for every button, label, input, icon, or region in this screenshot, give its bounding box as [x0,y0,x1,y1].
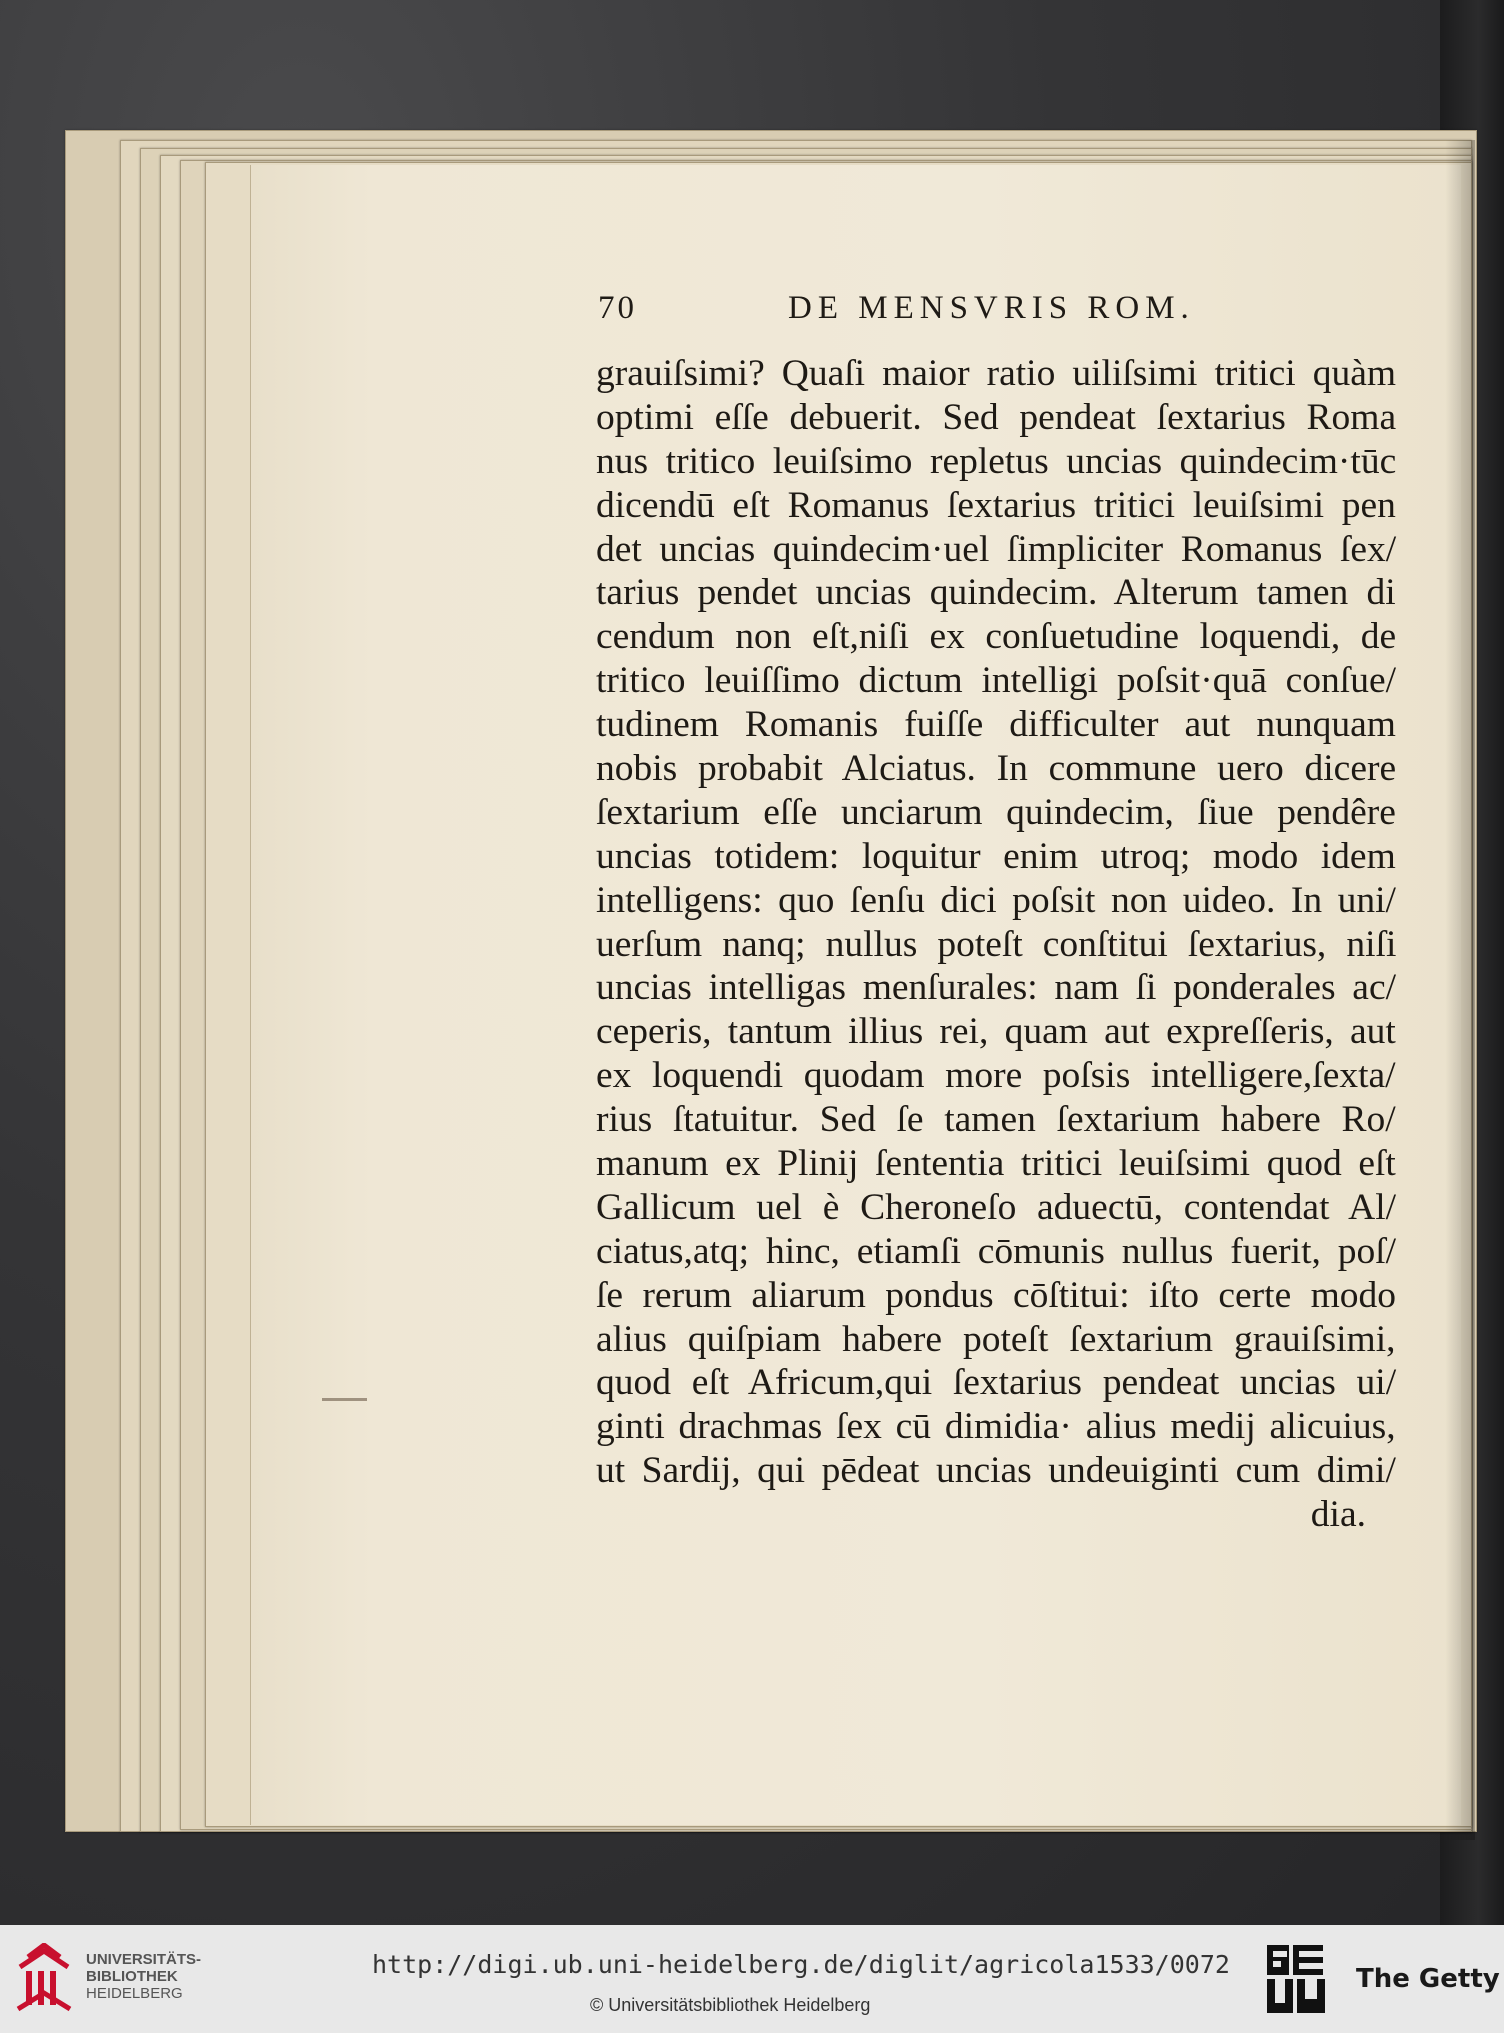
text-line: dicendū eſt Romanus ſextarius tritici leuiſsimi pen [596,484,1396,526]
text-line: tarius pendet uncias quindecim. Alterum tamen di [596,572,1396,614]
getty-wordmark[interactable]: The Getty [1356,1964,1500,1994]
gutter-shadow [1445,140,1475,1840]
text-line: ginti drachmas ſex cū dimidia· alius medij alicuius, [596,1406,1396,1448]
text-line: manum ex Plinij ſententia tritici leuiſsimi quod eſt [596,1143,1396,1185]
text-line: rius ſtatuitur. Sed ſe tamen ſextarium habere Ro/ [596,1099,1396,1141]
library-line: HEIDELBERG [86,1985,183,2002]
text-line: ſe rerum aliarum pondus cōſtitui: iſto certe modo [596,1274,1397,1316]
body-text [596,352,1396,1537]
text-line: cendum non eſt,niſi ex conſuetudine loquendi, de [596,616,1397,658]
text-line: uncias intelligas menſurales: nam ſi ponderales ac/ [596,967,1397,1009]
ub-heidelberg-logo-icon[interactable] [14,1943,76,2017]
text-line: ut Sardij, qui pēdeat uncias undeuiginti cum dimi/ [596,1450,1396,1492]
library-line: UNIVERSITÄTS- [86,1951,202,1968]
text-line: uncias totidem: loquitur enim utroq; modo idem [596,835,1396,877]
text-line: tudinem Romanis fuiſſe difficulter aut nunquam [596,704,1396,746]
ub-heidelberg-wordmark[interactable] [86,1951,201,2002]
text-line: det uncias quindecim·uel ſimpliciter Romanus ſex/ [596,528,1397,570]
text-line-catchword: dia. [1310,1494,1366,1536]
text-line: uerſum nanq; nullus poteſt conſtitui ſextarius, niſi [596,923,1397,965]
text-line: quod eſt Africum,qui ſextarius pendeat uncias ui/ [596,1362,1397,1404]
running-head [598,290,1238,340]
page-number: 70 [598,290,637,326]
permalink-url[interactable]: http://digi.ub.uni-heidelberg.de/diglit/agricola1533/0072 [372,1950,1230,1979]
text-line: optimi eſſe debuerit. Sed pendeat ſextarius Roma [596,396,1397,438]
footer-bar [0,1925,1504,2033]
text-line: nus tritico leuiſsimo repletus uncias quindecim·tūc [596,440,1397,482]
library-line: BIBLIOTHEK [86,1968,178,1985]
running-title: DE MENSVRIS ROM. [788,290,1195,326]
text-line: ſextarium eſſe unciarum quindecim, ſiue pendêre [596,791,1396,833]
margin-mark [322,1398,367,1401]
text-line: nobis probabit Alciatus. In commune uero dicere [596,748,1397,790]
text-line: Gallicum uel è Cheroneſo aduectū, contendat Al/ [596,1186,1397,1228]
text-line: ex loquendi quodam more poſsis intelligere,ſexta/ [596,1055,1396,1097]
getty-logo-icon[interactable] [1265,1943,1327,2015]
copyright-notice: © Universitätsbibliothek Heidelberg [590,1995,871,2015]
text-line: alius quiſpiam habere poteſt ſextarium grauiſsimi, [596,1318,1396,1360]
text-line: tritico leuiſſimo dictum intelligi poſsit·quā conſue/ [596,660,1397,702]
text-line: intelligens: quo ſenſu dici poſsit non uideo. In uni/ [596,879,1396,921]
text-line: ciatus,atq; hinc, etiamſi cōmunis nullus fuerit, poſ/ [596,1230,1397,1272]
text-line: grauiſsimi? Quaſi maior ratio uiliſsimi tritici quàm [596,353,1397,394]
text-line: ceperis, tantum illius rei, quam aut expreſſeris, aut [596,1011,1396,1053]
